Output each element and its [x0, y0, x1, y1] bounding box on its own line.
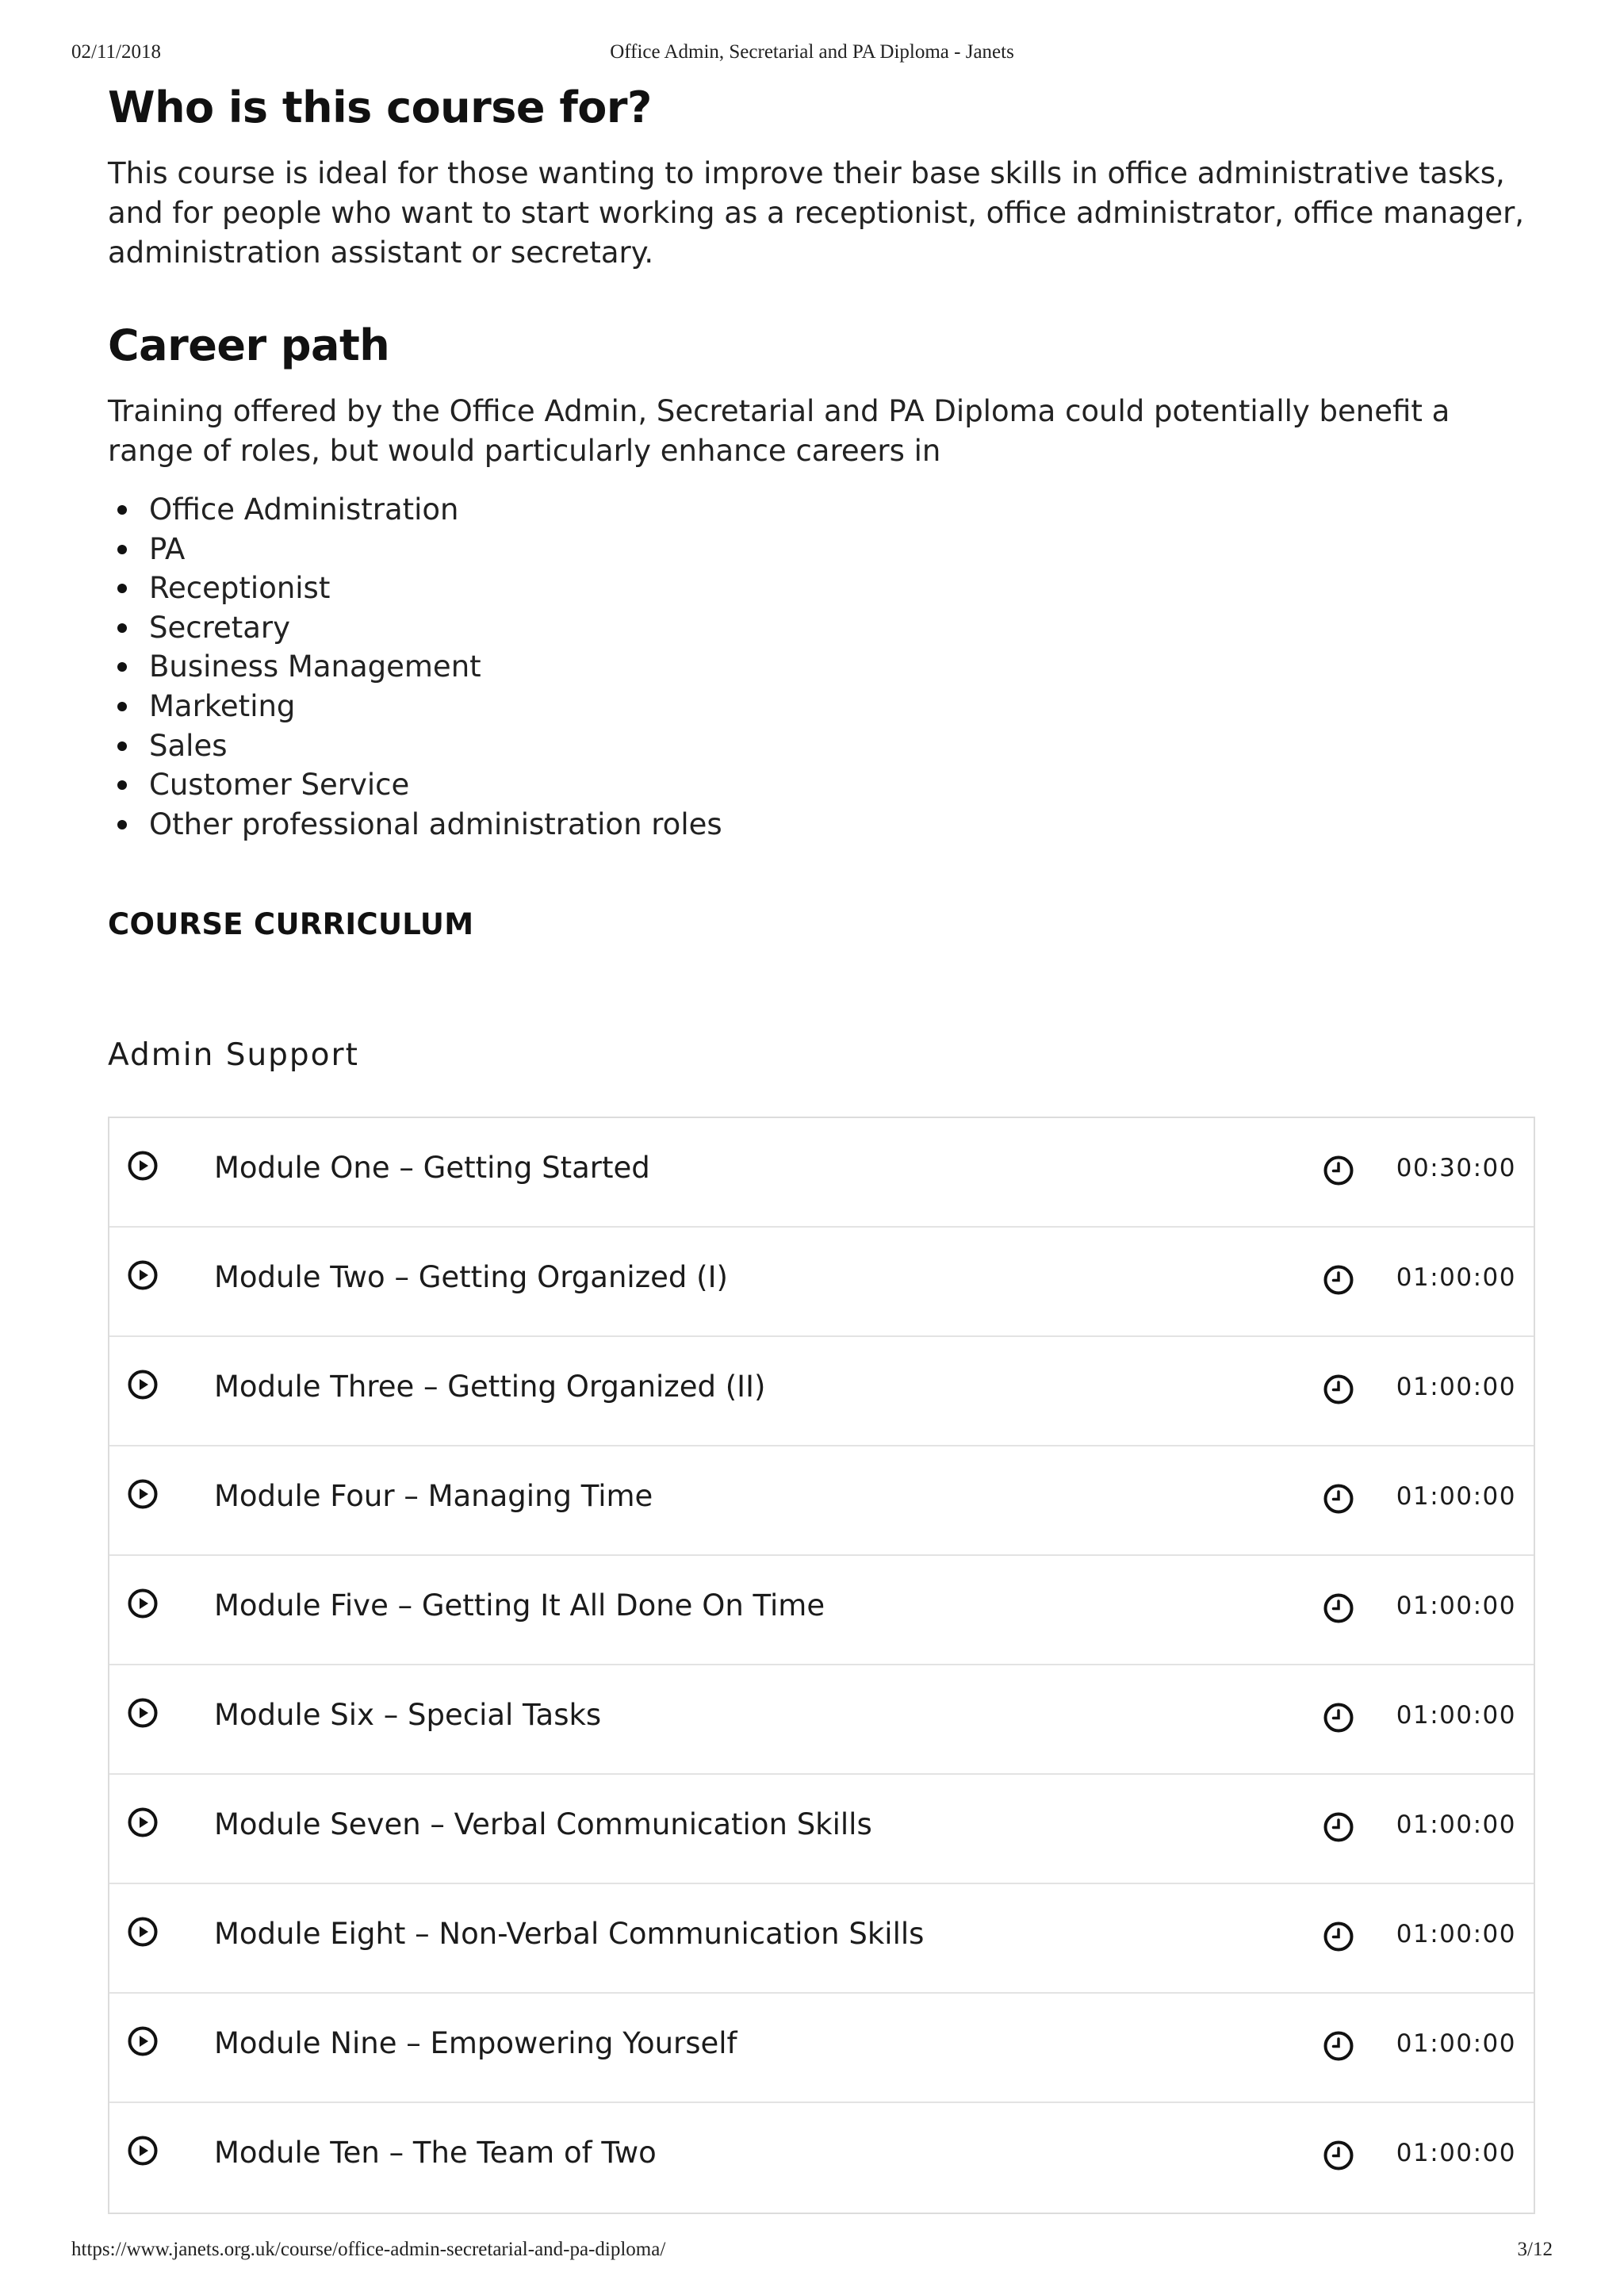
play-circle-icon[interactable]: [127, 1150, 159, 1182]
module-duration: 01:00:00: [1396, 2139, 1516, 2167]
play-circle-icon[interactable]: [127, 1916, 159, 1948]
who-is-this-for-text: This course is ideal for those wanting to improve their base skills in office administrative tasks, and for people who want to start working as a receptionist, office administrator, office manager, administration assistant or secretary.: [108, 156, 1525, 270]
curriculum-module-row[interactable]: [109, 1118, 1534, 1228]
curriculum-module-row[interactable]: [109, 1337, 1534, 1446]
module-title[interactable]: Module Seven – Verbal Communication Skills: [214, 1807, 872, 1841]
career-role-item: Other professional administration roles: [149, 805, 722, 845]
module-title[interactable]: Module Nine – Empowering Yourself: [214, 2026, 737, 2060]
career-role-item: PA: [149, 530, 722, 569]
curriculum-section-title: Admin Support: [108, 1037, 359, 1073]
curriculum-module-row[interactable]: [109, 1884, 1534, 1994]
play-circle-icon[interactable]: [127, 1588, 159, 1619]
play-circle-icon[interactable]: [127, 1478, 159, 1510]
clock-icon: [1323, 2030, 1354, 2062]
career-role-item: Sales: [149, 726, 722, 766]
print-url: https://www.janets.org.uk/course/office-admin-secretarial-and-pa-diploma/: [71, 2239, 666, 2260]
module-title[interactable]: Module One – Getting Started: [214, 1151, 650, 1185]
career-role-item: Business Management: [149, 647, 722, 687]
module-title[interactable]: Module Three – Getting Organized (II): [214, 1370, 766, 1404]
curriculum-table: [108, 1117, 1535, 2214]
module-title[interactable]: Module Eight – Non-Verbal Communication Skills: [214, 1917, 925, 1951]
print-header: [71, 41, 1553, 67]
curriculum-module-row[interactable]: [109, 1665, 1534, 1775]
curriculum-module-row[interactable]: [109, 2103, 1534, 2213]
clock-icon: [1323, 1483, 1354, 1515]
clock-icon: [1323, 1264, 1354, 1296]
module-duration: 01:00:00: [1396, 1373, 1516, 1401]
print-page-number: 3/12: [1517, 2239, 1553, 2260]
play-circle-icon[interactable]: [127, 1697, 159, 1729]
play-circle-icon[interactable]: [127, 1806, 159, 1838]
play-circle-icon[interactable]: [127, 2025, 159, 2057]
clock-icon: [1323, 1921, 1354, 1952]
clock-icon: [1323, 1592, 1354, 1624]
career-role-item: Customer Service: [149, 765, 722, 805]
career-role-item: Receptionist: [149, 569, 722, 608]
module-duration: 01:00:00: [1396, 1592, 1516, 1620]
module-duration: 01:00:00: [1396, 1810, 1516, 1839]
career-path-heading: Career path: [108, 320, 390, 370]
print-page-title: Office Admin, Secretarial and PA Diploma - Janets: [610, 41, 1014, 63]
print-date: 02/11/2018: [71, 41, 161, 63]
module-duration: 01:00:00: [1396, 1263, 1516, 1292]
career-role-item: Secretary: [149, 608, 722, 648]
module-title[interactable]: Module Four – Managing Time: [214, 1479, 653, 1513]
module-duration: 00:30:00: [1396, 1154, 1516, 1182]
clock-icon: [1323, 1811, 1354, 1843]
career-roles-list: [108, 490, 722, 844]
curriculum-module-row[interactable]: [109, 1994, 1534, 2103]
module-title[interactable]: Module Two – Getting Organized (I): [214, 1260, 728, 1294]
career-role-item: Marketing: [149, 687, 722, 726]
curriculum-module-row[interactable]: [109, 1556, 1534, 1665]
module-duration: 01:00:00: [1396, 2029, 1516, 2058]
clock-icon: [1323, 1155, 1354, 1186]
clock-icon: [1323, 1702, 1354, 1734]
module-title[interactable]: Module Six – Special Tasks: [214, 1698, 602, 1732]
play-circle-icon[interactable]: [127, 2135, 159, 2167]
curriculum-module-row[interactable]: [109, 1446, 1534, 1556]
module-duration: 01:00:00: [1396, 1701, 1516, 1730]
course-curriculum-heading: COURSE CURRICULUM: [108, 907, 474, 941]
clock-icon: [1323, 2140, 1354, 2171]
module-title[interactable]: Module Five – Getting It All Done On Time: [214, 1588, 825, 1623]
career-path-text: Training offered by the Office Admin, Secretarial and PA Diploma could potentially benefit a range of roles, but would particularly enhance careers in: [108, 394, 1450, 468]
clock-icon: [1323, 1374, 1354, 1405]
curriculum-module-row[interactable]: [109, 1775, 1534, 1884]
play-circle-icon[interactable]: [127, 1259, 159, 1291]
module-duration: 01:00:00: [1396, 1920, 1516, 1948]
play-circle-icon[interactable]: [127, 1369, 159, 1400]
curriculum-module-row[interactable]: [109, 1228, 1534, 1337]
module-title[interactable]: Module Ten – The Team of Two: [214, 2136, 657, 2170]
print-footer: [71, 2239, 1553, 2264]
career-role-item: Office Administration: [149, 490, 722, 530]
who-is-this-for-heading: Who is this course for?: [108, 82, 652, 132]
module-duration: 01:00:00: [1396, 1482, 1516, 1511]
